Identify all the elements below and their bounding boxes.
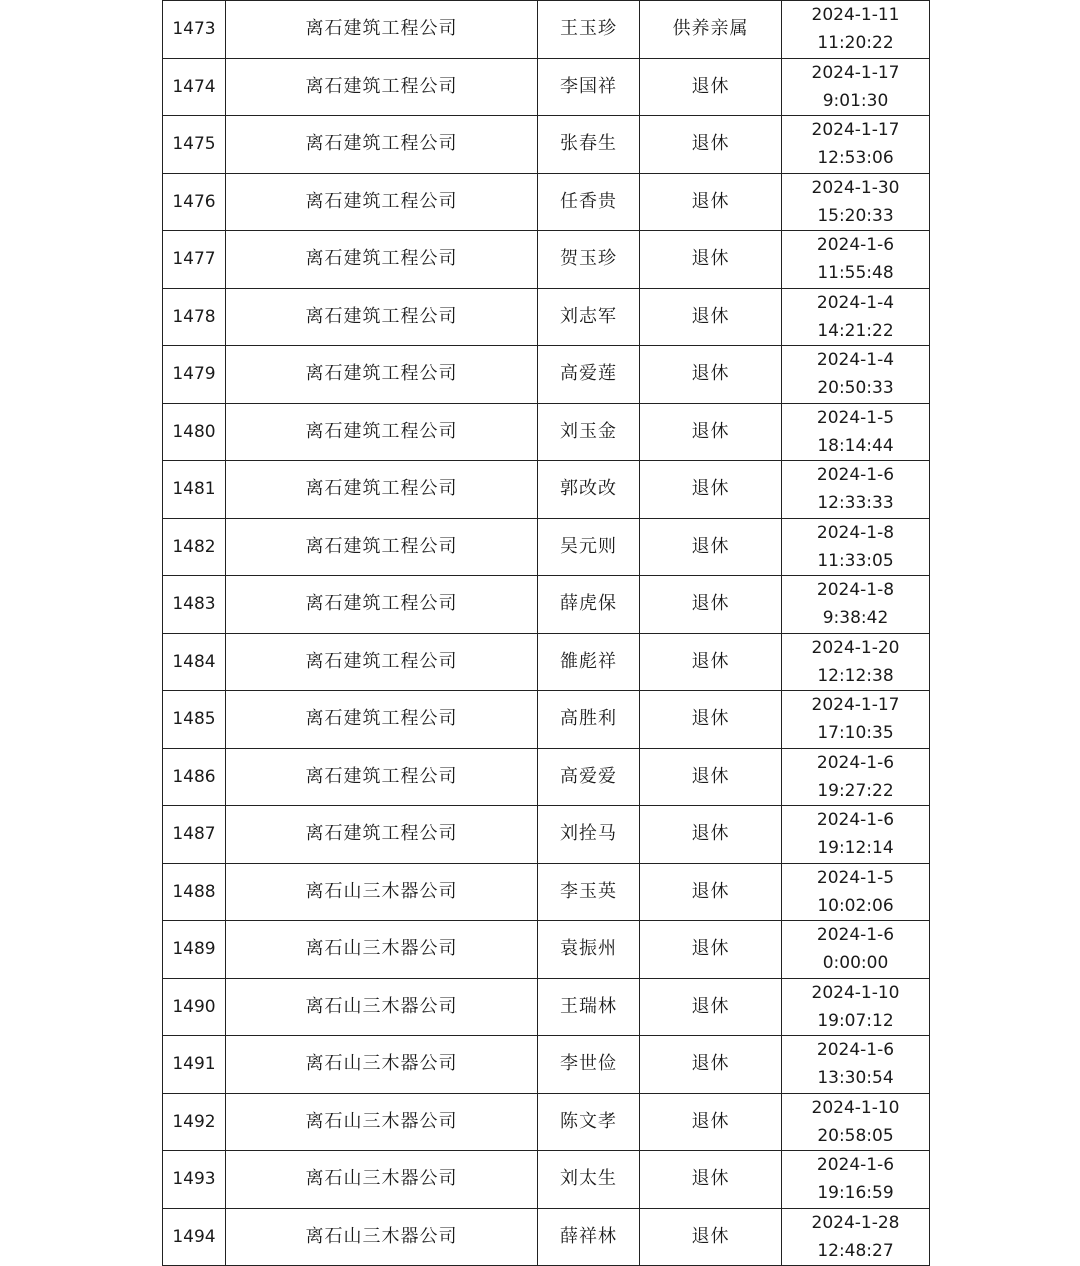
timestamp-date: 2024-1-4 bbox=[816, 292, 895, 313]
timestamp-time: 14:21:22 bbox=[817, 320, 894, 341]
timestamp-cell bbox=[782, 633, 930, 691]
timestamp-time: 19:27:22 bbox=[817, 780, 894, 801]
company-cell: 离石建筑工程公司 bbox=[226, 576, 538, 634]
timestamp-date: 2024-1-6 bbox=[816, 925, 895, 946]
row-number-cell: 1490 bbox=[163, 978, 226, 1036]
timestamp-cell bbox=[782, 921, 930, 979]
category-cell: 退休 bbox=[640, 806, 782, 864]
category-cell: 退休 bbox=[640, 461, 782, 519]
table-row bbox=[163, 173, 930, 231]
timestamp-time: 12:12:38 bbox=[817, 665, 894, 686]
company-cell: 离石建筑工程公司 bbox=[226, 633, 538, 691]
timestamp-time: 19:12:14 bbox=[817, 838, 894, 859]
table-row bbox=[163, 633, 930, 691]
category-cell: 退休 bbox=[640, 231, 782, 289]
person-name-cell: 刘志军 bbox=[538, 288, 640, 346]
table-row bbox=[163, 978, 930, 1036]
person-name-cell: 高胜利 bbox=[538, 691, 640, 749]
table-row bbox=[163, 863, 930, 921]
table-row bbox=[163, 58, 930, 116]
timestamp-cell bbox=[782, 518, 930, 576]
timestamp-cell bbox=[782, 173, 930, 231]
row-number-cell: 1488 bbox=[163, 863, 226, 921]
timestamp-cell bbox=[782, 1208, 930, 1266]
person-name-cell: 刘玉金 bbox=[538, 403, 640, 461]
timestamp-cell bbox=[782, 863, 930, 921]
table-row bbox=[163, 576, 930, 634]
company-cell: 离石建筑工程公司 bbox=[226, 691, 538, 749]
category-cell: 退休 bbox=[640, 978, 782, 1036]
timestamp-date: 2024-1-6 bbox=[816, 1040, 895, 1061]
table-row bbox=[163, 748, 930, 806]
timestamp-cell bbox=[782, 1036, 930, 1094]
timestamp-time: 17:10:35 bbox=[817, 723, 894, 744]
category-cell: 供养亲属 bbox=[640, 1, 782, 59]
timestamp-cell bbox=[782, 1, 930, 59]
table-row bbox=[163, 806, 930, 864]
company-cell: 离石山三木器公司 bbox=[226, 921, 538, 979]
person-name-cell: 李国祥 bbox=[538, 58, 640, 116]
company-cell: 离石建筑工程公司 bbox=[226, 173, 538, 231]
timestamp-date: 2024-1-6 bbox=[816, 465, 895, 486]
timestamp-date: 2024-1-17 bbox=[811, 120, 900, 141]
company-cell: 离石建筑工程公司 bbox=[226, 346, 538, 404]
row-number-cell: 1474 bbox=[163, 58, 226, 116]
table-row bbox=[163, 461, 930, 519]
company-cell: 离石建筑工程公司 bbox=[226, 231, 538, 289]
company-cell: 离石建筑工程公司 bbox=[226, 58, 538, 116]
person-name-cell: 任香贵 bbox=[538, 173, 640, 231]
timestamp-time: 11:20:22 bbox=[817, 33, 894, 54]
row-number-cell: 1482 bbox=[163, 518, 226, 576]
company-cell: 离石建筑工程公司 bbox=[226, 403, 538, 461]
timestamp-time: 10:02:06 bbox=[817, 895, 894, 916]
person-name-cell: 薛虎保 bbox=[538, 576, 640, 634]
category-cell: 退休 bbox=[640, 691, 782, 749]
timestamp-date: 2024-1-5 bbox=[816, 407, 895, 428]
table-row bbox=[163, 346, 930, 404]
timestamp-date: 2024-1-6 bbox=[816, 752, 895, 773]
category-cell: 退休 bbox=[640, 863, 782, 921]
timestamp-time: 0:00:00 bbox=[822, 953, 889, 974]
timestamp-date: 2024-1-4 bbox=[816, 350, 895, 371]
timestamp-date: 2024-1-20 bbox=[811, 637, 900, 658]
timestamp-cell bbox=[782, 58, 930, 116]
timestamp-date: 2024-1-30 bbox=[811, 177, 900, 198]
timestamp-time: 13:30:54 bbox=[817, 1068, 894, 1089]
timestamp-time: 15:20:33 bbox=[817, 205, 894, 226]
category-cell: 退休 bbox=[640, 1151, 782, 1209]
timestamp-cell bbox=[782, 978, 930, 1036]
timestamp-date: 2024-1-6 bbox=[816, 1155, 895, 1176]
person-name-cell: 刘太生 bbox=[538, 1151, 640, 1209]
timestamp-time: 20:58:05 bbox=[817, 1125, 894, 1146]
timestamp-time: 11:55:48 bbox=[817, 263, 894, 284]
company-cell: 离石山三木器公司 bbox=[226, 1093, 538, 1151]
company-cell: 离石山三木器公司 bbox=[226, 863, 538, 921]
timestamp-cell bbox=[782, 806, 930, 864]
category-cell: 退休 bbox=[640, 921, 782, 979]
records-table-body bbox=[163, 1, 930, 1266]
table-row bbox=[163, 921, 930, 979]
table-row bbox=[163, 1036, 930, 1094]
timestamp-date: 2024-1-11 bbox=[811, 5, 900, 26]
category-cell: 退休 bbox=[640, 116, 782, 174]
table-row bbox=[163, 518, 930, 576]
timestamp-cell bbox=[782, 748, 930, 806]
timestamp-cell bbox=[782, 1093, 930, 1151]
timestamp-cell bbox=[782, 576, 930, 634]
row-number-cell: 1487 bbox=[163, 806, 226, 864]
company-cell: 离石建筑工程公司 bbox=[226, 518, 538, 576]
timestamp-time: 9:01:30 bbox=[822, 90, 889, 111]
category-cell: 退休 bbox=[640, 1093, 782, 1151]
timestamp-time: 11:33:05 bbox=[817, 550, 894, 571]
table-row bbox=[163, 288, 930, 346]
row-number-cell: 1477 bbox=[163, 231, 226, 289]
person-name-cell: 李玉英 bbox=[538, 863, 640, 921]
table-row bbox=[163, 1208, 930, 1266]
timestamp-cell bbox=[782, 691, 930, 749]
timestamp-cell bbox=[782, 116, 930, 174]
table-row bbox=[163, 1151, 930, 1209]
category-cell: 退休 bbox=[640, 576, 782, 634]
timestamp-cell bbox=[782, 288, 930, 346]
person-name-cell: 李世俭 bbox=[538, 1036, 640, 1094]
timestamp-date: 2024-1-8 bbox=[816, 522, 895, 543]
person-name-cell: 刘拴马 bbox=[538, 806, 640, 864]
row-number-cell: 1485 bbox=[163, 691, 226, 749]
category-cell: 退休 bbox=[640, 633, 782, 691]
timestamp-time: 12:33:33 bbox=[817, 493, 894, 514]
row-number-cell: 1484 bbox=[163, 633, 226, 691]
category-cell: 退休 bbox=[640, 518, 782, 576]
timestamp-cell bbox=[782, 461, 930, 519]
row-number-cell: 1478 bbox=[163, 288, 226, 346]
timestamp-time: 19:07:12 bbox=[817, 1010, 894, 1031]
category-cell: 退休 bbox=[640, 1208, 782, 1266]
timestamp-time: 12:53:06 bbox=[817, 148, 894, 169]
row-number-cell: 1475 bbox=[163, 116, 226, 174]
timestamp-time: 12:48:27 bbox=[817, 1240, 894, 1261]
company-cell: 离石建筑工程公司 bbox=[226, 116, 538, 174]
person-name-cell: 薛祥林 bbox=[538, 1208, 640, 1266]
row-number-cell: 1492 bbox=[163, 1093, 226, 1151]
records-table-container bbox=[162, 0, 928, 1266]
person-name-cell: 张春生 bbox=[538, 116, 640, 174]
row-number-cell: 1476 bbox=[163, 173, 226, 231]
category-cell: 退休 bbox=[640, 403, 782, 461]
timestamp-date: 2024-1-28 bbox=[811, 1212, 900, 1233]
company-cell: 离石建筑工程公司 bbox=[226, 748, 538, 806]
timestamp-time: 20:50:33 bbox=[817, 378, 894, 399]
category-cell: 退休 bbox=[640, 173, 782, 231]
company-cell: 离石山三木器公司 bbox=[226, 1208, 538, 1266]
row-number-cell: 1494 bbox=[163, 1208, 226, 1266]
company-cell: 离石山三木器公司 bbox=[226, 1036, 538, 1094]
person-name-cell: 雒彪祥 bbox=[538, 633, 640, 691]
timestamp-date: 2024-1-17 bbox=[811, 695, 900, 716]
company-cell: 离石山三木器公司 bbox=[226, 1151, 538, 1209]
category-cell: 退休 bbox=[640, 346, 782, 404]
timestamp-time: 9:38:42 bbox=[822, 608, 889, 629]
person-name-cell: 王玉珍 bbox=[538, 1, 640, 59]
table-row bbox=[163, 1, 930, 59]
timestamp-cell bbox=[782, 403, 930, 461]
person-name-cell: 陈文孝 bbox=[538, 1093, 640, 1151]
timestamp-date: 2024-1-17 bbox=[811, 62, 900, 83]
timestamp-cell bbox=[782, 231, 930, 289]
company-cell: 离石山三木器公司 bbox=[226, 978, 538, 1036]
company-cell: 离石建筑工程公司 bbox=[226, 1, 538, 59]
company-cell: 离石建筑工程公司 bbox=[226, 806, 538, 864]
company-cell: 离石建筑工程公司 bbox=[226, 461, 538, 519]
timestamp-time: 18:14:44 bbox=[817, 435, 894, 456]
person-name-cell: 高爱莲 bbox=[538, 346, 640, 404]
timestamp-cell bbox=[782, 346, 930, 404]
person-name-cell: 郭改改 bbox=[538, 461, 640, 519]
row-number-cell: 1480 bbox=[163, 403, 226, 461]
table-row bbox=[163, 116, 930, 174]
timestamp-date: 2024-1-10 bbox=[811, 1097, 900, 1118]
person-name-cell: 高爱爱 bbox=[538, 748, 640, 806]
timestamp-date: 2024-1-6 bbox=[816, 810, 895, 831]
person-name-cell: 王瑞林 bbox=[538, 978, 640, 1036]
table-row bbox=[163, 403, 930, 461]
person-name-cell: 吴元则 bbox=[538, 518, 640, 576]
timestamp-date: 2024-1-10 bbox=[811, 982, 900, 1003]
records-table bbox=[162, 0, 930, 1266]
row-number-cell: 1483 bbox=[163, 576, 226, 634]
timestamp-time: 19:16:59 bbox=[817, 1183, 894, 1204]
row-number-cell: 1479 bbox=[163, 346, 226, 404]
table-row bbox=[163, 1093, 930, 1151]
category-cell: 退休 bbox=[640, 288, 782, 346]
table-row bbox=[163, 231, 930, 289]
row-number-cell: 1493 bbox=[163, 1151, 226, 1209]
timestamp-date: 2024-1-6 bbox=[816, 235, 895, 256]
category-cell: 退休 bbox=[640, 748, 782, 806]
timestamp-cell bbox=[782, 1151, 930, 1209]
row-number-cell: 1473 bbox=[163, 1, 226, 59]
table-row bbox=[163, 691, 930, 749]
timestamp-date: 2024-1-8 bbox=[816, 580, 895, 601]
company-cell: 离石建筑工程公司 bbox=[226, 288, 538, 346]
category-cell: 退休 bbox=[640, 58, 782, 116]
person-name-cell: 贺玉珍 bbox=[538, 231, 640, 289]
row-number-cell: 1486 bbox=[163, 748, 226, 806]
timestamp-date: 2024-1-5 bbox=[816, 867, 895, 888]
person-name-cell: 袁振州 bbox=[538, 921, 640, 979]
row-number-cell: 1481 bbox=[163, 461, 226, 519]
category-cell: 退休 bbox=[640, 1036, 782, 1094]
row-number-cell: 1491 bbox=[163, 1036, 226, 1094]
row-number-cell: 1489 bbox=[163, 921, 226, 979]
